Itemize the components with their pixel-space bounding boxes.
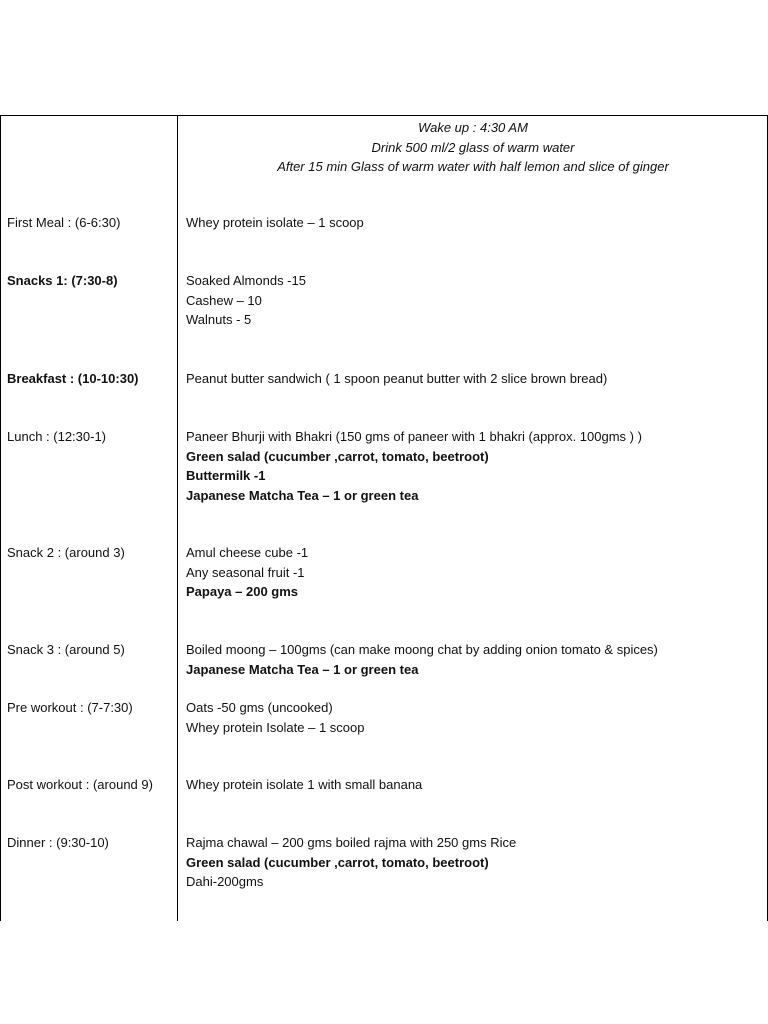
meal-items-post-workout [186,775,764,795]
meal-label-snack-2: Snack 2 : (around 3) [7,545,125,560]
wake-up-instructions [178,118,768,177]
table-left-border [0,115,1,921]
table-top-border [0,115,768,116]
meal-item: Dahi-200gms [186,874,264,889]
meal-items-snacks-1 [186,271,764,330]
meal-item: Whey protein Isolate – 1 scoop [186,719,365,735]
meal-label-snacks-1: Snacks 1: (7:30-8) [7,273,118,288]
meal-item: Boiled moong – 100gms (can make moong chat by adding onion tomato & spices) [186,642,658,657]
meal-item: Buttermilk -1 [186,468,266,483]
meal-items-pre-workout [186,698,764,737]
meal-items-first-meal [186,213,764,233]
meal-items-snack-3 [186,640,764,679]
meal-item: Japanese Matcha Tea – 1 or green tea [186,487,419,503]
wake-up-time: Wake up : 4:30 AM [418,120,528,135]
meal-item: Any seasonal fruit -1 [186,564,305,580]
meal-item: Cashew – 10 [186,292,262,308]
meal-label-pre-workout: Pre workout : (7-7:30) [7,700,133,715]
meal-item: Japanese Matcha Tea – 1 or green tea [186,661,419,677]
meal-label-post-workout: Post workout : (around 9) [7,777,153,792]
lemon-ginger-instruction: After 15 min Glass of warm water with half lemon and slice of ginger [277,159,669,174]
meal-item: Green salad (cucumber ,carrot, tomato, beetroot) [186,448,489,464]
meal-items-snack-2 [186,543,764,602]
meal-item: Walnuts - 5 [186,312,252,327]
meal-item: Whey protein isolate – 1 scoop [186,215,364,230]
meal-items-lunch [186,427,764,505]
meal-item: Oats -50 gms (uncooked) [186,700,333,715]
meal-item: Paneer Bhurji with Bhakri (150 gms of paneer with 1 bhakri (approx. 100gms ) ) [186,429,642,444]
meal-items-dinner [186,833,764,892]
meal-item: Rajma chawal – 200 gms boiled rajma with 250 gms Rice [186,835,517,850]
meal-label-lunch: Lunch : (12:30-1) [7,429,107,444]
table-column-divider [177,115,178,921]
meal-item: Green salad (cucumber ,carrot, tomato, beetroot) [186,854,489,870]
meal-item: Whey protein isolate 1 with small banana [186,777,423,792]
meal-label-first-meal: First Meal : (6-6:30) [7,215,121,230]
meal-label-breakfast: Breakfast : (10-10:30) [7,371,139,386]
warm-water-instruction: Drink 500 ml/2 glass of warm water [371,139,575,155]
meal-label-snack-3: Snack 3 : (around 5) [7,642,125,657]
meal-item: Peanut butter sandwich ( 1 spoon peanut butter with 2 slice brown bread) [186,371,608,386]
meal-item: Amul cheese cube -1 [186,545,309,560]
meal-items-breakfast [186,369,764,389]
meal-item: Soaked Almonds -15 [186,273,306,288]
meal-item: Papaya – 200 gms [186,584,299,599]
meal-label-dinner: Dinner : (9:30-10) [7,835,109,850]
